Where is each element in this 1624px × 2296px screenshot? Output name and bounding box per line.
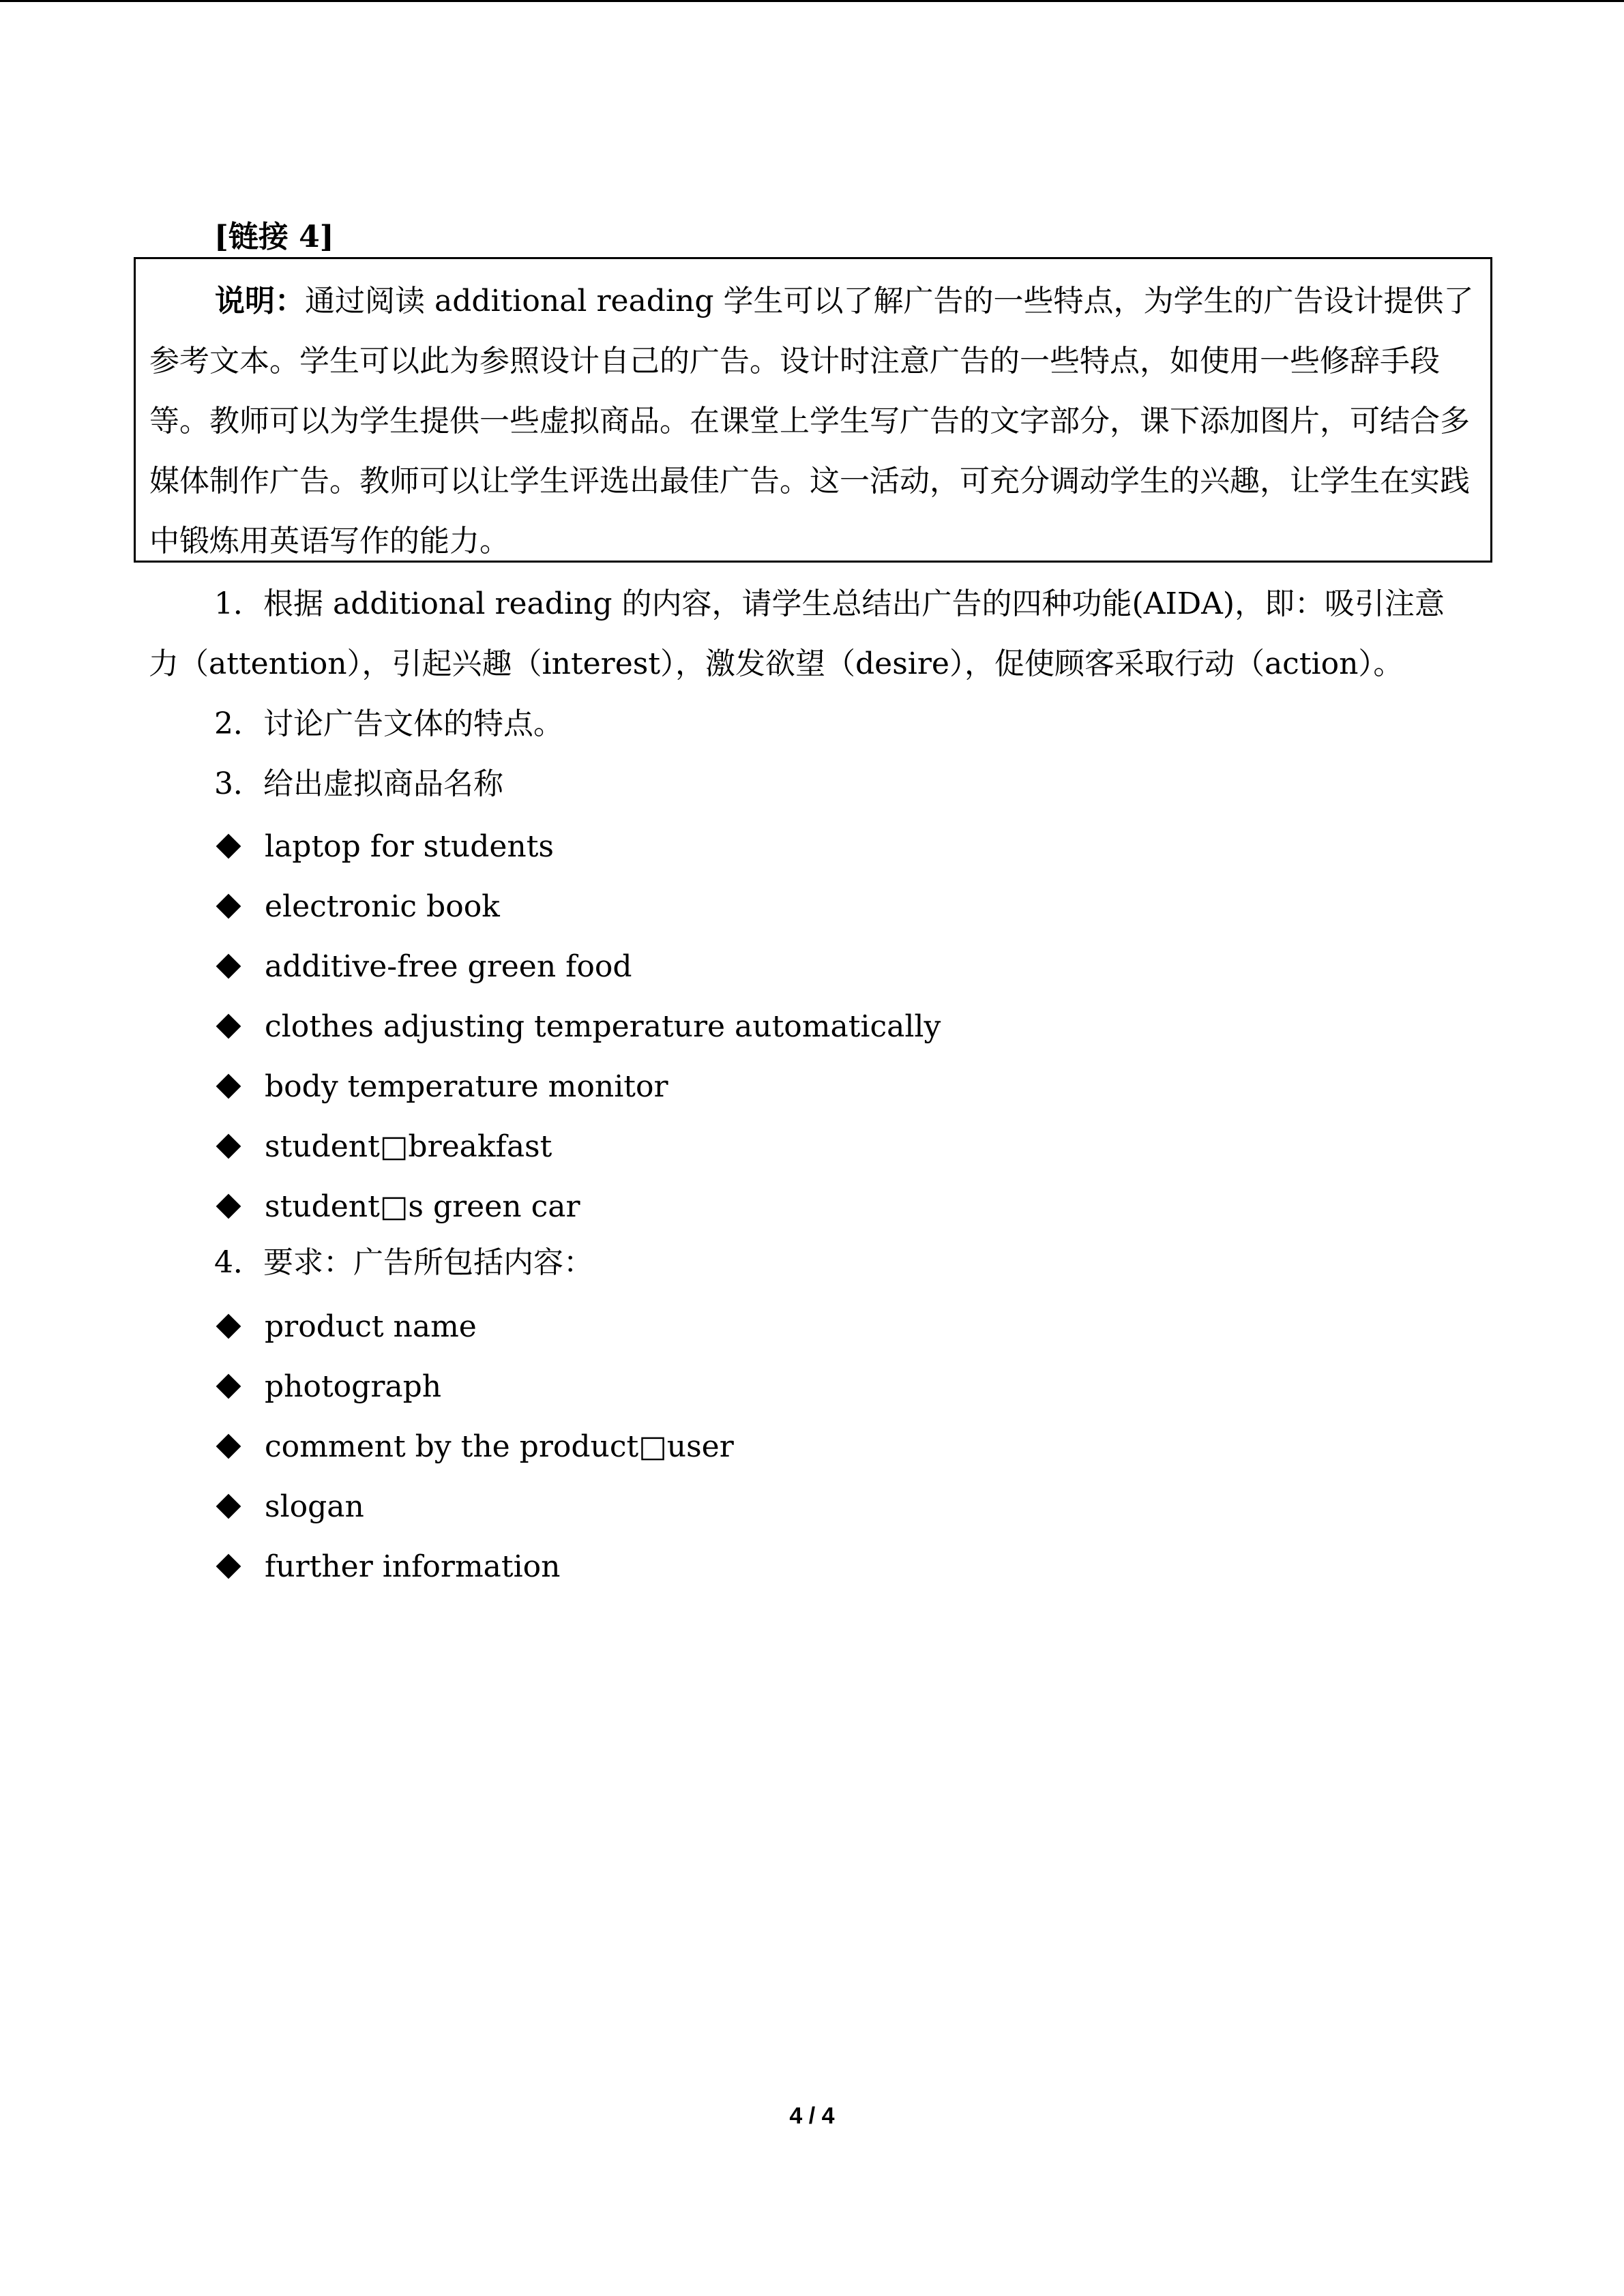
- ad-content-item-label: comment by the product□user: [265, 1429, 734, 1464]
- note-label: 说明：: [215, 284, 305, 318]
- product-item-label: laptop for students: [265, 829, 554, 864]
- diamond-bullet-icon: [216, 1554, 241, 1579]
- product-item: [214, 1187, 580, 1227]
- product-item: [214, 826, 554, 867]
- diamond-bullet-icon: [216, 834, 241, 859]
- diamond-bullet-icon: [216, 1014, 241, 1039]
- product-item-label: body temperature monitor: [265, 1069, 668, 1104]
- ad-content-item: [214, 1487, 364, 1527]
- product-item-label: electronic book: [265, 889, 500, 924]
- product-item-label: student□breakfast: [265, 1129, 552, 1164]
- product-item-label: additive-free green food: [265, 949, 632, 984]
- product-item: [214, 1127, 552, 1167]
- diamond-bullet-icon: [216, 1074, 241, 1099]
- product-item: [214, 1007, 941, 1047]
- product-item: [214, 1067, 668, 1107]
- ad-content-item-label: photograph: [265, 1369, 442, 1404]
- diamond-bullet-icon: [216, 1374, 241, 1399]
- diamond-bullet-icon: [216, 1434, 241, 1459]
- top-border-line: [0, 0, 1624, 2]
- diamond-bullet-icon: [216, 1314, 241, 1339]
- step-2: 2．讨论广告文体的特点。: [214, 706, 563, 741]
- note-paragraph: [149, 271, 1479, 571]
- ad-content-item-label: further information: [265, 1549, 561, 1584]
- diamond-bullet-icon: [216, 1134, 241, 1159]
- ad-content-item: [214, 1547, 561, 1587]
- page-number: 4 / 4: [789, 2103, 835, 2129]
- product-item-label: student□s green car: [265, 1189, 580, 1224]
- step-3: 3．给出虚拟商品名称: [214, 766, 503, 801]
- ad-content-item: [214, 1427, 734, 1467]
- product-item: [214, 946, 632, 987]
- ad-content-item: [214, 1367, 441, 1407]
- section-heading: [链接 4]: [214, 220, 334, 254]
- note-box: [134, 257, 1492, 563]
- step-4: 4．要求：广告所包括内容：: [214, 1245, 593, 1280]
- diamond-bullet-icon: [216, 954, 241, 979]
- diamond-bullet-icon: [216, 1494, 241, 1519]
- step-1-line-2: 力（attention），引起兴趣（interest），激发欲望（desire），促使顾客采取行动（action）。: [149, 646, 1404, 681]
- ad-content-item-label: slogan: [265, 1489, 364, 1524]
- diamond-bullet-icon: [216, 894, 241, 919]
- ad-content-item: [214, 1307, 477, 1347]
- product-item-label: clothes adjusting temperature automatically: [265, 1009, 941, 1044]
- ad-content-item-label: product name: [265, 1309, 477, 1344]
- note-body: 通过阅读 additional reading 学生可以了解广告的一些特点，为学生的广告设计提供了参考文本。学生可以此为参照设计自己的广告。设计时注意广告的一些特点，如使用一些修辞手段等。教师可以为学生提供一些虚拟商品。在课堂上学生写广告的文字部分，课下添加图片，可结合多媒体制作广告。教师可以让学生评选出最佳广告。这一活动，可充分调动学生的兴趣，让学生在实践中锻炼用英语写作的能力。: [149, 284, 1474, 558]
- product-item: [214, 886, 500, 927]
- step-1-line-1: 1．根据 additional reading 的内容，请学生总结出广告的四种功能(AIDA)，即：吸引注意: [214, 586, 1445, 621]
- diamond-bullet-icon: [216, 1194, 241, 1219]
